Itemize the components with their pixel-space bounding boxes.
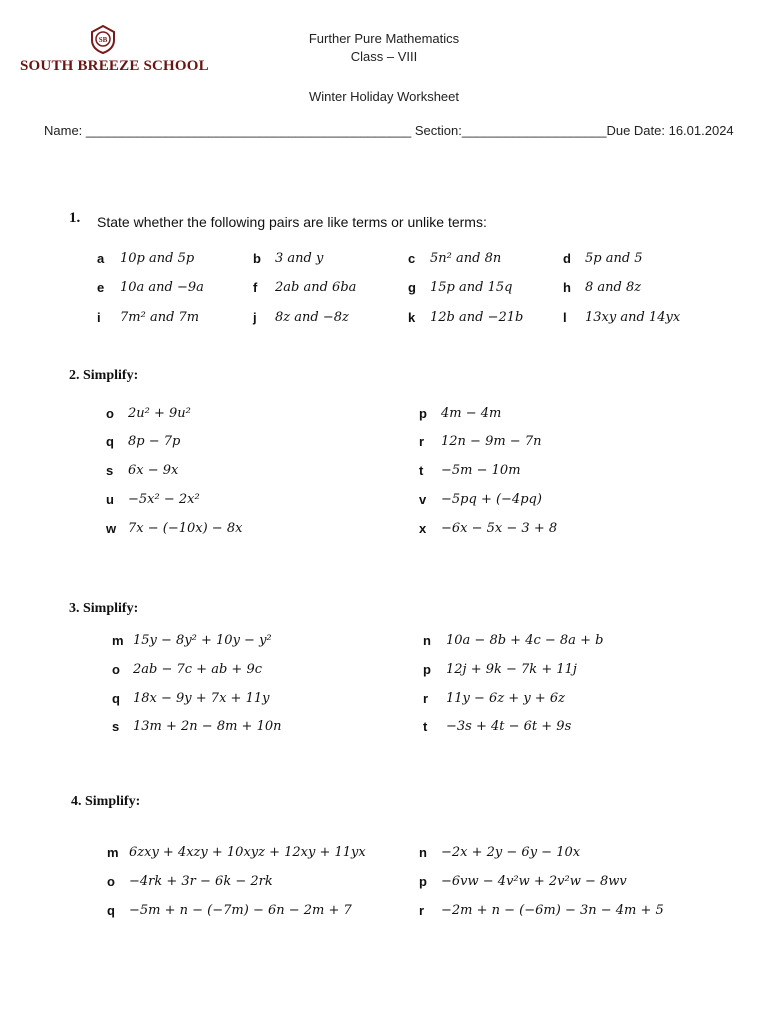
list-item: o xyxy=(106,406,114,421)
list-item-text: 3 and y xyxy=(275,251,324,266)
list-item: r xyxy=(419,434,425,449)
list-item: q xyxy=(112,691,120,706)
list-item: p xyxy=(419,406,427,421)
question-1-prompt: State whether the following pairs are like terms or unlike terms: xyxy=(97,214,487,230)
list-item-text: −6x − 5x − 3 + 8 xyxy=(441,521,558,536)
list-item-text: 7x − (−10x) − 8x xyxy=(128,521,243,536)
list-item-text: 10a − 8b + 4c − 8a + b xyxy=(446,633,604,648)
list-item: p xyxy=(423,662,431,677)
list-item: g xyxy=(408,280,416,295)
list-item-text: −2x + 2y − 6y − 10x xyxy=(441,845,581,860)
list-item: c xyxy=(408,251,416,266)
list-item-text: 2ab − 7c + ab + 9c xyxy=(133,662,262,677)
list-item-text: 2u² + 9u² xyxy=(128,406,191,421)
list-item: j xyxy=(253,310,257,325)
due-date: Due Date: 16.01.2024 xyxy=(606,123,734,138)
list-item-text: 12j + 9k − 7k + 11j xyxy=(446,662,577,677)
list-item-text: 6x − 9x xyxy=(128,463,179,478)
list-item: i xyxy=(97,310,101,325)
list-item: b xyxy=(253,251,261,266)
list-item-text: 13xy and 14yx xyxy=(585,310,681,325)
list-item: t xyxy=(419,463,424,478)
list-item-text: 12n − 9m − 7n xyxy=(441,434,542,449)
list-item-text: 13m + 2n − 8m + 10n xyxy=(133,719,282,734)
list-item: n xyxy=(419,845,427,860)
list-item-text: 4m − 4m xyxy=(441,406,502,421)
worksheet-title: Winter Holiday Worksheet xyxy=(308,89,460,104)
crest-initials: SB xyxy=(98,36,108,44)
name-field-label: Name: _____________________________________________ xyxy=(44,123,415,138)
list-item: m xyxy=(107,845,119,860)
list-item: o xyxy=(112,662,120,677)
list-item-text: 2ab and 6ba xyxy=(275,280,357,295)
list-item: w xyxy=(106,521,117,536)
list-item-text: 5n² and 8n xyxy=(430,251,502,266)
list-item-text: 12b and −21b xyxy=(430,310,524,325)
list-item: d xyxy=(563,251,571,266)
list-item-text: −5m − 10m xyxy=(441,463,521,478)
list-item: l xyxy=(563,310,567,325)
list-item-text: −3s + 4t − 6t + 9s xyxy=(446,719,572,734)
list-item-text: 8 and 8z xyxy=(585,280,642,295)
subject-title: Further Pure Mathematics xyxy=(308,31,460,46)
question-3-title: 3. Simplify: xyxy=(69,601,139,616)
list-item-text: 8z and −8z xyxy=(275,310,349,325)
list-item: s xyxy=(112,719,120,734)
list-item-text: 18x − 9y + 7x + 11y xyxy=(133,691,270,706)
list-item: r xyxy=(419,903,425,918)
list-item-text: −5m + n − (−7m) − 6n − 2m + 7 xyxy=(129,903,352,918)
class-label: Class – VIII xyxy=(350,49,418,64)
list-item: f xyxy=(253,280,258,295)
list-item-text: −4rk + 3r − 6k − 2rk xyxy=(129,874,273,889)
student-info-line xyxy=(44,123,734,138)
list-item: o xyxy=(107,874,115,889)
list-item: q xyxy=(107,903,115,918)
list-item: q xyxy=(106,434,114,449)
list-item-text: 10p and 5p xyxy=(120,251,195,266)
list-item: u xyxy=(106,492,114,507)
list-item-text: 15p and 15q xyxy=(430,280,513,295)
list-item: h xyxy=(563,280,571,295)
list-item: n xyxy=(423,633,431,648)
list-item-text: 6zxy + 4xzy + 10xyz + 12xy + 11yx xyxy=(129,845,366,860)
list-item-text: −2m + n − (−6m) − 3n − 4m + 5 xyxy=(441,903,664,918)
list-item-text: −5pq + (−4pq) xyxy=(441,492,542,507)
list-item-text: −6vw − 4v²w + 2v²w − 8wv xyxy=(441,874,627,889)
list-item: k xyxy=(408,310,416,325)
list-item-text: 15y − 8y² + 10y − y² xyxy=(133,633,272,648)
list-item: t xyxy=(423,719,428,734)
question-2-title: 2. Simplify: xyxy=(69,368,139,383)
list-item-text: 10a and −9a xyxy=(120,280,204,295)
school-name: SOUTH BREEZE SCHOOL xyxy=(20,58,209,74)
list-item-text: 5p and 5 xyxy=(585,251,643,266)
list-item: e xyxy=(97,280,105,295)
list-item: v xyxy=(419,492,427,507)
list-item-text: 8p − 7p xyxy=(128,434,181,449)
question-4-title: 4. Simplify: xyxy=(71,794,141,809)
list-item: p xyxy=(419,874,427,889)
list-item-text: 11y − 6z + y + 6z xyxy=(446,691,565,706)
question-1-number: 1. xyxy=(69,210,81,226)
list-item: s xyxy=(106,463,114,478)
section-field-label: Section:____________________ xyxy=(414,123,607,138)
list-item: m xyxy=(112,633,124,648)
list-item: r xyxy=(423,691,429,706)
list-item-text: 7m² and 7m xyxy=(120,310,200,325)
list-item: a xyxy=(97,251,105,266)
list-item-text: −5x² − 2x² xyxy=(128,492,200,507)
list-item: x xyxy=(419,521,427,536)
